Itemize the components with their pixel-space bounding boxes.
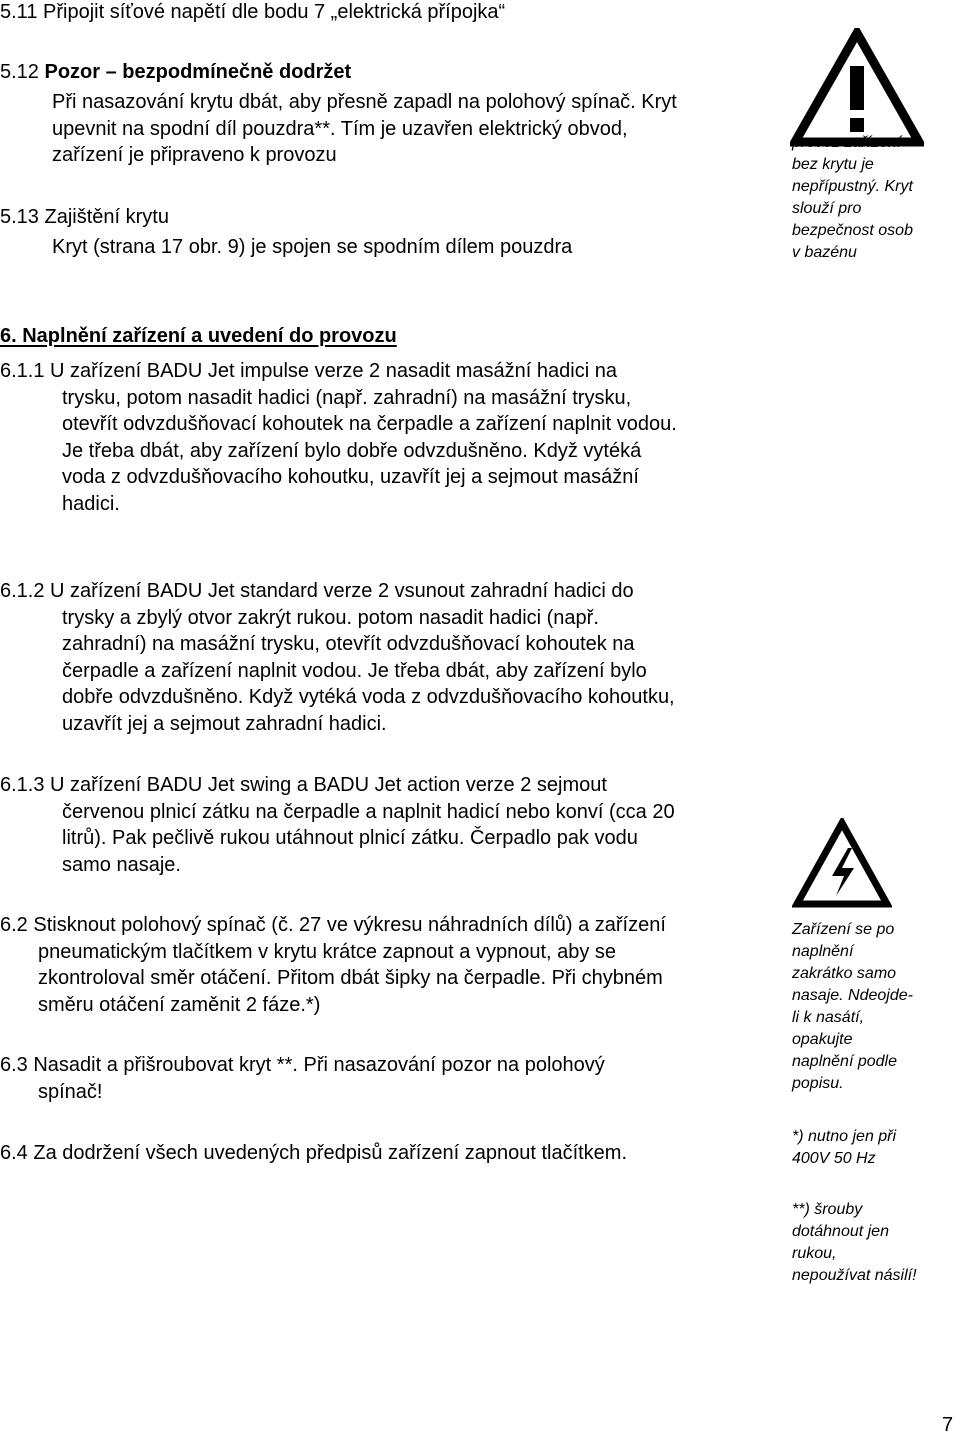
section-5-13-body: Kryt (strana 17 obr. 9) je spojen se spodním dílem pouzdra [52, 236, 573, 258]
note-line: nepřípustný. Kryt [792, 178, 913, 195]
fill-side-note [792, 919, 913, 1095]
text-line: červenou plnicí zátku na čerpadle a naplnit hadicí nebo konví (cca 20 [62, 800, 675, 823]
text-line: zkontroloval směr otáčení. Přitom dbát šipky na čerpadle. Při chybném [38, 967, 663, 989]
note-line: nasaje. Ndeojde- [792, 987, 913, 1004]
page-number: 7 [942, 1414, 954, 1436]
section-6-3 [0, 1052, 605, 1105]
section-5-13-heading [0, 204, 169, 231]
note-line: opakujte [792, 1031, 853, 1048]
note-line: nepoužívat násilí! [792, 1267, 917, 1284]
note-line: v bazénu [792, 244, 857, 261]
text-line: otevřít odvzdušňovací kohoutek na čerpadle a zařízení naplnit vodou. [62, 413, 677, 435]
text-line: 6.1.3 U zařízení BADU Jet swing a BADU Jet action verze 2 sejmout [0, 774, 607, 796]
text-line: Je třeba dbát, aby zařízení bylo dobře odvzdušněno. Když vytéká [62, 439, 642, 462]
note-line: naplnění [792, 943, 854, 960]
text-line: hadici. [62, 492, 120, 515]
section-5-12-title: Pozor – bezpodmínečně dodržet [44, 61, 352, 83]
section-6-2 [0, 912, 666, 1018]
note-line: bezpečnost osob [792, 222, 913, 239]
note-line: provoz zařízení [792, 134, 902, 151]
note-line: naplnění podle [792, 1053, 897, 1070]
text-line: samo nasaje. [62, 853, 181, 876]
text-line: zařízení je připraveno k provozu [52, 144, 337, 166]
voltage-side-note [792, 1126, 896, 1170]
text-line: litrů). Pak pečlivě rukou utáhnout plnicí zátku. Čerpadlo pak vodu [62, 827, 638, 849]
text-line: zahradní) na masážní trysku, otevřít odvzdušňovací kohoutek na [62, 633, 635, 655]
note-line: dotáhnout jen [792, 1223, 889, 1240]
note-line: Zařízení se po [792, 921, 895, 938]
text-line: trysku, potom nasadit hadici (např. zahradní) na masážní trysku, [62, 386, 632, 409]
note-line: rukou, [792, 1245, 837, 1262]
text-line: upevnit na spodní díl pouzdra**. Tím je uzavřen elektrický obvod, [52, 117, 628, 140]
text-line: 6.1.2 U zařízení BADU Jet standard verze 2 vsunout zahradní hadici do [0, 580, 634, 602]
text-line: trysky a zbylý otvor zakrýt rukou. potom nasadit hadici (např. [62, 606, 599, 629]
note-line: 400V 50 Hz [792, 1150, 876, 1167]
section-5-12-body [52, 89, 677, 169]
section-6-4: 6.4 Za dodržení všech uvedených předpisů zařízení zapnout tlačítkem. [0, 1142, 628, 1164]
text-line: Při nasazování krytu dbát, aby přesně zapadl na polohový spínač. Kryt [52, 91, 677, 113]
section-6-1-1 [0, 358, 677, 517]
text-line: voda z odvzdušňovacího kohoutku, uzavřít jej a sejmout masážní [62, 466, 639, 488]
warning-exclamation-icon [790, 28, 924, 148]
note-line: bez krytu je [792, 156, 874, 173]
screws-side-note [792, 1199, 917, 1287]
note-line: **) šrouby [792, 1201, 863, 1218]
note-line: zakrátko samo [792, 965, 897, 982]
section-6-heading: 6. Naplnění zařízení a uvedení do provozu [0, 325, 397, 347]
note-line: slouží pro [792, 200, 862, 217]
text-line: 6.2 Stisknout polohový spínač (č. 27 ve výkresu náhradních dílů) a zařízení [0, 914, 666, 936]
section-5-12-heading [0, 59, 351, 86]
text-line: pneumatickým tlačítkem v krytu krátce zapnout a vypnout, aby se [38, 940, 617, 963]
section-5-13-title: Zajištění krytu [44, 206, 169, 228]
high-voltage-warning-icon [792, 818, 892, 910]
text-line: dobře odvzdušněno. Když vytéká voda z odvzdušňovacího kohoutku, [62, 686, 675, 708]
section-5-12-number: 5.12 [0, 61, 39, 83]
section-6-1-2 [0, 578, 675, 737]
note-line: *) nutno jen při [792, 1128, 897, 1145]
section-5-13-number: 5.13 [0, 206, 39, 228]
note-line: popisu. [792, 1075, 844, 1092]
text-line: uzavřít jej a sejmout zahradní hadici. [62, 712, 387, 735]
text-line: směru otáčení zaměnit 2 fáze.*) [38, 993, 321, 1016]
text-line: čerpadle a zařízení naplnit vodou. Je třeba dbát, aby zařízení bylo [62, 659, 647, 682]
note-line: li k nasátí, [792, 1009, 865, 1026]
text-line: 6.3 Nasadit a přišroubovat kryt **. Při nasazování pozor na polohový [0, 1054, 605, 1076]
section-6-1-3 [0, 772, 675, 878]
warning-note [792, 132, 913, 264]
text-line: spínač! [38, 1080, 103, 1103]
section-5-11: 5.11 Připojit síťové napětí dle bodu 7 „elektrická přípojka“ [0, 1, 506, 23]
text-line: 6.1.1 U zařízení BADU Jet impulse verze 2 nasadit masážní hadici na [0, 360, 617, 382]
